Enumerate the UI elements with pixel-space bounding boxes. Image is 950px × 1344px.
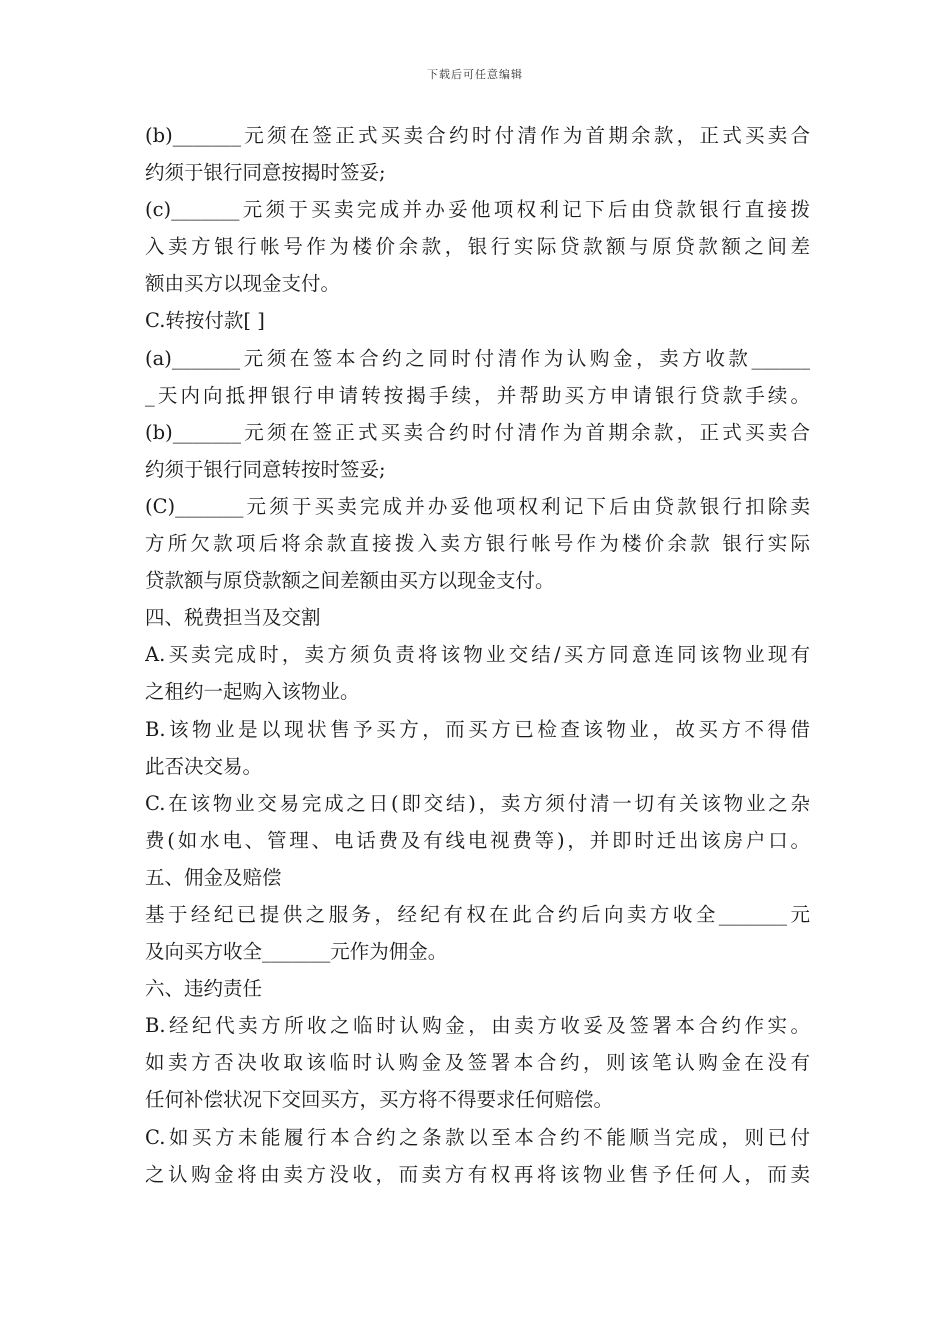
text-line: 约须于银行同意转按时签妥;: [145, 457, 386, 481]
text-line: A.买卖完成时，卖方须负责将该物业交结/买方同意连同该物业现有: [145, 643, 810, 667]
text-line: C.如买方未能履行本合约之条款以至本合约不能顺当完成，则已付: [145, 1125, 810, 1149]
text-line: 基于经纪已提供之服务，经纪有权在此合约后向卖方收全_______元: [145, 902, 810, 926]
page-header: 下载后可任意编辑: [427, 68, 523, 81]
section-heading: 四、税费担当及交割: [145, 606, 321, 630]
text-line: (c)_______元须于买卖完成并办妥他项权利记下后由贷款银行直接拨: [145, 198, 810, 222]
text-line: B.经纪代卖方所收之临时认购金，由卖方收妥及签署本合约作实。: [145, 1014, 810, 1038]
text-line: 贷款额与原贷款额之间差额由买方以现金支付。: [145, 569, 555, 593]
text-line: _天内向抵押银行申请转按揭手续，并帮助买方申请银行贷款手续。: [145, 383, 810, 407]
text-line: (b)_______元须在签正式买卖合约时付清作为首期余款，正式买卖合: [145, 124, 810, 147]
text-line: 方所欠款项后将余款直接拨入卖方银行帐号作为楼价余款 银行实际: [145, 532, 810, 556]
text-line: 约须于银行同意按揭时签妥;: [145, 161, 386, 185]
text-line: 之租约一起购入该物业。: [145, 680, 360, 704]
text-line: 如卖方否决收取该临时认购金及签署本合约，则该笔认购金在没有: [145, 1051, 810, 1075]
text-line: C.在该物业交易完成之日(即交结)，卖方须付清一切有关该物业之杂: [145, 791, 810, 815]
section-heading: 五、佣金及赔偿: [145, 865, 282, 889]
text-line: 入卖方银行帐号作为楼价余款，银行实际贷款额与原贷款额之间差: [145, 235, 810, 259]
text-line: B.该物业是以现状售予买方，而买方已检查该物业，故买方不得借: [145, 717, 810, 741]
text-line: 额由买方以现金支付。: [145, 272, 341, 296]
document-body: [145, 117, 810, 1193]
text-line: 费(如水电、管理、电话费及有线电视费等)，并即时迁出该房户口。: [145, 828, 810, 852]
text-line: (C)_______元须于买卖完成并办妥他项权利记下后由贷款银行扣除卖: [145, 494, 810, 518]
text-line: (b)_______元须在签正式买卖合约时付清作为首期余款，正式买卖合: [145, 420, 810, 444]
text-line: (a)_______元须在签本合约之同时付清作为认购金，卖方收款______: [145, 346, 810, 370]
section-heading: 六、违约责任: [145, 977, 263, 1001]
text-line: 任何补偿状况下交回买方，买方将不得要求任何赔偿。: [145, 1088, 614, 1112]
text-line: 此否决交易。: [145, 754, 263, 778]
text-line: 及向买方收全_______元作为佣金。: [145, 940, 448, 964]
text-line: 之认购金将由卖方没收，而卖方有权再将该物业售予任何人，而卖: [145, 1162, 810, 1186]
text-line: C.转按付款[ ]: [145, 309, 265, 333]
